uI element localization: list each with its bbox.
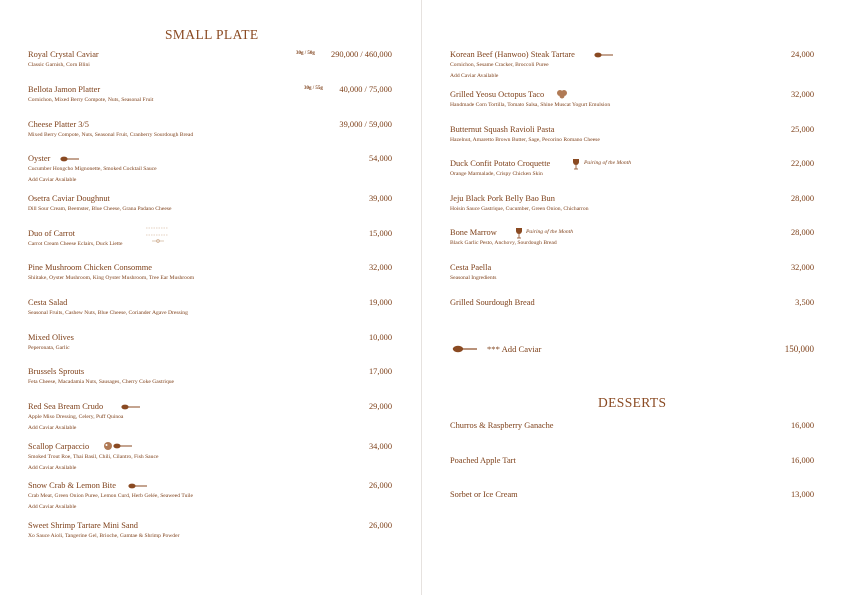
item-price: 34,000 bbox=[368, 442, 392, 451]
item-price: 3,500 bbox=[795, 298, 814, 307]
item-name: Pine Mushroom Chicken Consomme bbox=[28, 263, 152, 272]
item-name: Mixed Olives bbox=[28, 333, 74, 342]
item-name: Brussels Sprouts bbox=[28, 367, 85, 376]
item-name: Bone Marrow bbox=[450, 228, 497, 237]
item-weight: 30g / 55g bbox=[304, 86, 323, 91]
item-name: Grilled Yeosu Octopus Taco bbox=[450, 90, 545, 99]
small-plate-title: SMALL PLATE bbox=[165, 27, 259, 42]
item-price: 29,000 bbox=[368, 402, 392, 411]
add-caviar-note: Add Caviar Available bbox=[28, 504, 77, 510]
item-description: Mixed Berry Compote, Nuts, Seasonal Fruit, Cranberry Sourdough Bread bbox=[28, 132, 194, 138]
item-description: Hoisin Sauce Gastrique, Cucumber, Green Onion, Chicharron bbox=[450, 206, 589, 212]
item-price: 290,000 / 460,000 bbox=[331, 50, 392, 59]
wine-glass-icon bbox=[572, 158, 580, 170]
item-name: Poached Apple Tart bbox=[450, 456, 516, 465]
item-price: 26,000 bbox=[368, 521, 392, 530]
signature-spoon-icon bbox=[103, 441, 133, 451]
item-price: 26,000 bbox=[368, 481, 392, 490]
item-price: 24,000 bbox=[790, 50, 814, 59]
vegetarian-mark-icon bbox=[144, 225, 170, 245]
item-name: Grilled Sourdough Bread bbox=[450, 298, 535, 307]
add-caviar-label: *** Add Caviar bbox=[487, 344, 542, 354]
signature-leaf-icon bbox=[556, 89, 568, 99]
item-description: Black Garlic Pesto, Anchovy, Sourdough Bread bbox=[450, 240, 557, 246]
caviar-spoon-icon bbox=[60, 156, 80, 162]
pairing-label: Pairing of the Month bbox=[526, 229, 574, 235]
item-price: 32,000 bbox=[790, 90, 814, 99]
item-price: 22,000 bbox=[790, 159, 814, 168]
item-description: Carrot Cream Cheese Eclairs, Duck Liette bbox=[28, 241, 123, 247]
item-description: Handmade Corn Tortilla, Tomato Salsa, Shine Muscat Yogurt Emulsion bbox=[450, 102, 611, 108]
item-name: Korean Beef (Hanwoo) Steak Tartare bbox=[450, 50, 575, 59]
pairing-label: Pairing of the Month bbox=[584, 160, 632, 166]
caviar-spoon-icon bbox=[128, 483, 148, 489]
item-name: Jeju Black Pork Belly Bao Bun bbox=[450, 194, 555, 203]
item-name: Duck Confit Potato Croquette bbox=[450, 159, 551, 168]
desserts-title: DESSERTS bbox=[598, 395, 667, 410]
item-description: Apple Miso Dressing, Celery, Puff Quinoa bbox=[28, 414, 124, 420]
item-price: 19,000 bbox=[368, 298, 392, 307]
right-page bbox=[422, 0, 842, 595]
item-price: 15,000 bbox=[368, 229, 392, 238]
item-price: 39,000 bbox=[368, 194, 392, 203]
item-description: Shiitake, Oyster Mushroom, King Oyster Mushroom, Tree Ear Mushroom bbox=[28, 275, 195, 281]
item-description: Hazelnut, Amaretto Brown Butter, Sage, Pecorino Romano Cheese bbox=[450, 137, 600, 143]
add-caviar-note: Add Caviar Available bbox=[450, 73, 499, 79]
item-price: 39,000 / 59,000 bbox=[339, 120, 392, 129]
item-name: Sweet Shrimp Tartare Mini Sand bbox=[28, 521, 138, 530]
item-description: Orange Marmalade, Crispy Chicken Skin bbox=[450, 171, 543, 177]
item-price: 28,000 bbox=[790, 194, 814, 203]
item-price: 10,000 bbox=[368, 333, 392, 342]
item-description: Cornichon, Mixed Berry Compote, Nuts, Seasonal Fruit bbox=[28, 97, 154, 103]
item-name: Royal Crystal Caviar bbox=[28, 50, 99, 59]
item-price: 17,000 bbox=[368, 367, 392, 376]
item-description: Classic Garnish, Corn Blini bbox=[28, 62, 90, 68]
item-name: Red Sea Bream Crudo bbox=[28, 402, 104, 411]
item-name: Oyster bbox=[28, 154, 51, 163]
add-caviar-note: Add Caviar Available bbox=[28, 177, 77, 183]
item-price: 40,000 / 75,000 bbox=[339, 85, 392, 94]
item-weight: 30g / 50g bbox=[296, 51, 315, 56]
item-name: Sorbet or Ice Cream bbox=[450, 490, 518, 499]
item-name: Cesta Paella bbox=[450, 263, 492, 272]
add-caviar-note: Add Caviar Available bbox=[28, 465, 77, 471]
item-description: Feta Cheese, Macadamia Nuts, Sausages, Cherry Coke Gastrique bbox=[28, 379, 175, 385]
item-description: Peperonata, Garlic bbox=[28, 345, 70, 351]
caviar-spoon-icon bbox=[121, 404, 141, 410]
caviar-spoon-icon bbox=[594, 52, 614, 58]
item-name: Churros & Raspberry Ganache bbox=[450, 421, 554, 430]
item-price: 54,000 bbox=[368, 154, 392, 163]
item-description: Crab Meat, Green Onion Puree, Lemon Curd, Herb Gelée, Seaweed Tuile bbox=[28, 493, 193, 499]
item-description: Seasonal Ingredients bbox=[450, 275, 497, 281]
item-description: Xo Sauce Aioli, Tangerine Gel, Brioche, Gamtae & Shrimp Powder bbox=[28, 533, 180, 539]
item-name: Osetra Caviar Doughnut bbox=[28, 194, 110, 203]
item-description: Seasonal Fruits, Cashew Nuts, Blue Cheese, Coriander Agave Dressing bbox=[28, 310, 188, 316]
item-name: Duo of Carrot bbox=[28, 229, 75, 238]
add-caviar-note: Add Caviar Available bbox=[28, 425, 77, 431]
item-price: 16,000 bbox=[790, 456, 814, 465]
item-description: Cornichon, Sesame Cracker, Broccoli Puree bbox=[450, 62, 549, 68]
item-name: Cesta Salad bbox=[28, 298, 68, 307]
add-caviar-price: 150,000 bbox=[784, 344, 814, 354]
item-price: 16,000 bbox=[790, 421, 814, 430]
item-price: 25,000 bbox=[790, 125, 814, 134]
item-price: 28,000 bbox=[790, 228, 814, 237]
wine-glass-icon bbox=[515, 227, 523, 239]
left-page bbox=[0, 0, 420, 595]
item-description: Dill Sour Cream, Beemster, Blue Cheese, Grana Padano Cheese bbox=[28, 206, 172, 212]
item-name: Snow Crab & Lemon Bite bbox=[28, 481, 116, 490]
item-price: 13,000 bbox=[790, 490, 814, 499]
item-name: Cheese Platter 3/5 bbox=[28, 120, 89, 129]
item-name: Bellota Jamon Platter bbox=[28, 85, 101, 94]
item-name: Butternut Squash Ravioli Pasta bbox=[450, 125, 555, 134]
caviar-spoon-icon bbox=[452, 345, 478, 353]
item-name: Scallop Carpaccio bbox=[28, 442, 90, 451]
item-price: 32,000 bbox=[368, 263, 392, 272]
item-price: 32,000 bbox=[790, 263, 814, 272]
item-description: Cucumber Hongcho Mignonette, Smoked Cocktail Sauce bbox=[28, 166, 157, 172]
item-description: Smoked Trout Roe, Thai Basil, Chili, Cilantro, Fish Sauce bbox=[28, 454, 159, 460]
